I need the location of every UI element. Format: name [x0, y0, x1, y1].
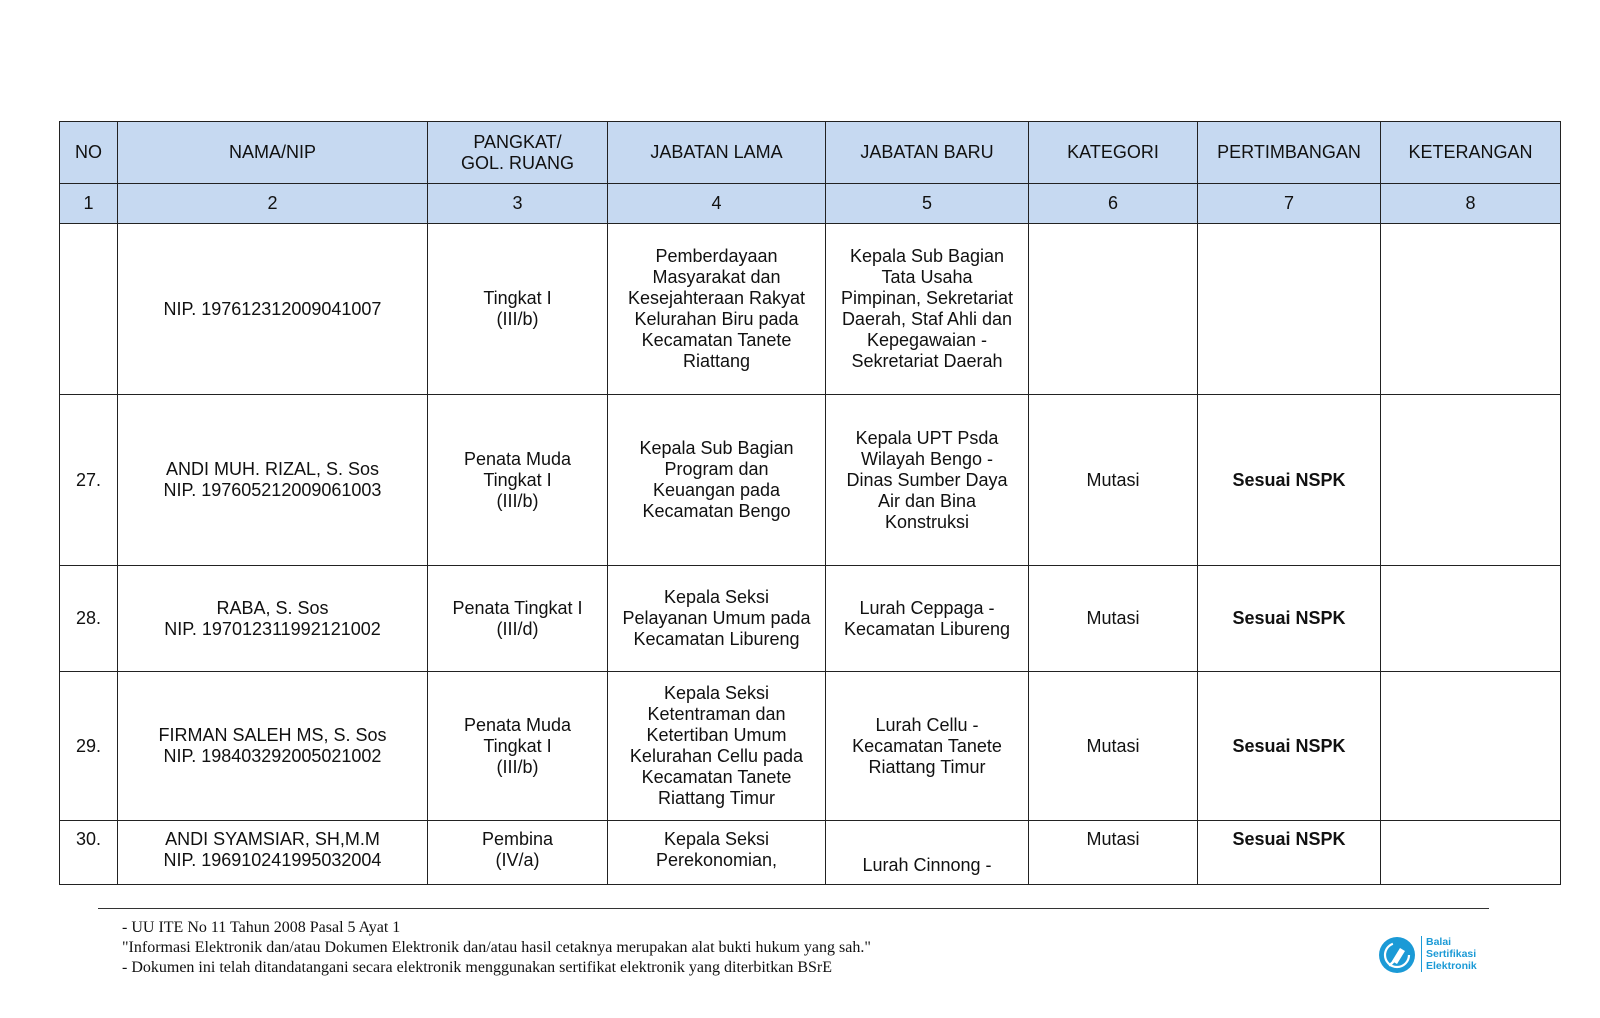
cell-jabatan-baru: Kepala Sub Bagian Tata Usaha Pimpinan, Sekretariat Daerah, Staf Ahli dan Kepegawaian - Sekretariat Daerah	[826, 224, 1029, 395]
column-number: 2	[118, 184, 428, 224]
cell-jabatan-baru: Kepala UPT Psda Wilayah Bengo - Dinas Sumber Daya Air dan Bina Konstruksi	[826, 395, 1029, 566]
table-row	[60, 566, 1561, 672]
personnel-table	[59, 121, 1561, 885]
table-row	[60, 224, 1561, 395]
cell-jabatan-baru: Lurah Cellu - Kecamatan Tanete Riattang Timur	[826, 672, 1029, 821]
cell-jabatan-lama: Kepala Seksi Perekonomian,	[608, 821, 826, 885]
column-number: 5	[826, 184, 1029, 224]
cell-pertimbangan: Sesuai NSPK	[1198, 672, 1381, 821]
cell-kategori	[1029, 224, 1198, 395]
cell-keterangan	[1381, 395, 1561, 566]
cell-pertimbangan: Sesuai NSPK	[1198, 395, 1381, 566]
header-kategori: KATEGORI	[1029, 122, 1198, 184]
header-jabatan-baru: JABATAN BARU	[826, 122, 1029, 184]
cell-pangkat: Tingkat I (III/b)	[428, 224, 608, 395]
bsre-logo	[1378, 934, 1488, 976]
table-header-row	[60, 122, 1561, 184]
cell-jabatan-lama: Pemberdayaan Masyarakat dan Kesejahteraan Rakyat Kelurahan Biru pada Kecamatan Tanete Riattang	[608, 224, 826, 395]
footer-line-2: "Informasi Elektronik dan/atau Dokumen Elektronik dan/atau hasil cetaknya merupakan alat bukti hukum yang sah."	[122, 939, 871, 956]
cell-pertimbangan	[1198, 224, 1381, 395]
cell-no	[60, 224, 118, 395]
header-keterangan: KETERANGAN	[1381, 122, 1561, 184]
cell-jabatan-baru: Lurah Cinnong -	[826, 821, 1029, 885]
bsre-logo-line: Balai	[1426, 936, 1452, 948]
cell-jabatan-lama: Kepala Seksi Ketentraman dan Ketertiban Umum Kelurahan Cellu pada Kecamatan Tanete Riattang Timur	[608, 672, 826, 821]
cell-no: 28.	[60, 566, 118, 672]
cell-nama-nip: ANDI MUH. RIZAL, S. Sos NIP. 197605212009061003	[118, 395, 428, 566]
cell-keterangan	[1381, 821, 1561, 885]
cell-no: 29.	[60, 672, 118, 821]
column-number: 8	[1381, 184, 1561, 224]
column-number: 3	[428, 184, 608, 224]
column-number: 6	[1029, 184, 1198, 224]
cell-kategori: Mutasi	[1029, 672, 1198, 821]
cell-kategori: Mutasi	[1029, 395, 1198, 566]
footer-divider	[98, 908, 1489, 909]
column-number: 4	[608, 184, 826, 224]
cell-jabatan-lama: Kepala Seksi Pelayanan Umum pada Kecamatan Libureng	[608, 566, 826, 672]
cell-jabatan-lama: Kepala Sub Bagian Program dan Keuangan pada Kecamatan Bengo	[608, 395, 826, 566]
cell-keterangan	[1381, 224, 1561, 395]
cell-nama-nip: FIRMAN SALEH MS, S. Sos NIP. 198403292005021002	[118, 672, 428, 821]
bsre-logo-line: Sertifikasi	[1426, 948, 1477, 960]
cell-no: 27.	[60, 395, 118, 566]
cell-nama-nip: NIP. 197612312009041007	[118, 224, 428, 395]
table-row	[60, 672, 1561, 821]
cell-pangkat: Penata Muda Tingkat I (III/b)	[428, 672, 608, 821]
cell-kategori: Mutasi	[1029, 566, 1198, 672]
header-pertimbangan: PERTIMBANGAN	[1198, 122, 1381, 184]
header-jabatan-lama: JABATAN LAMA	[608, 122, 826, 184]
bsre-logo-line: Elektronik	[1426, 960, 1477, 972]
column-number: 1	[60, 184, 118, 224]
column-number-row	[60, 184, 1561, 224]
header-no: NO	[60, 122, 118, 184]
table-row	[60, 395, 1561, 566]
cell-no: 30.	[60, 821, 118, 885]
cell-nama-nip: ANDI SYAMSIAR, SH,M.M NIP. 196910241995032004	[118, 821, 428, 885]
footer-legal-notice	[122, 918, 871, 978]
cell-keterangan	[1381, 566, 1561, 672]
cell-pangkat: Penata Tingkat I (III/d)	[428, 566, 608, 672]
column-number: 7	[1198, 184, 1381, 224]
bsre-logo-icon	[1378, 936, 1416, 974]
cell-nama-nip: RABA, S. Sos NIP. 197012311992121002	[118, 566, 428, 672]
cell-jabatan-baru: Lurah Ceppaga - Kecamatan Libureng	[826, 566, 1029, 672]
table-row	[60, 821, 1561, 885]
footer-line-3: - Dokumen ini telah ditandatangani secara elektronik menggunakan sertifikat elektronik yang diterbitkan BSrE	[122, 959, 832, 976]
cell-pangkat: Penata Muda Tingkat I (III/b)	[428, 395, 608, 566]
cell-pertimbangan: Sesuai NSPK	[1198, 821, 1381, 885]
cell-pertimbangan: Sesuai NSPK	[1198, 566, 1381, 672]
footer-line-1: - UU ITE No 11 Tahun 2008 Pasal 5 Ayat 1	[122, 919, 401, 936]
header-pangkat: PANGKAT/ GOL. RUANG	[428, 122, 608, 184]
cell-kategori: Mutasi	[1029, 821, 1198, 885]
cell-keterangan	[1381, 672, 1561, 821]
header-nama-nip: NAMA/NIP	[118, 122, 428, 184]
bsre-logo-text	[1421, 936, 1477, 972]
cell-pangkat: Pembina (IV/a)	[428, 821, 608, 885]
